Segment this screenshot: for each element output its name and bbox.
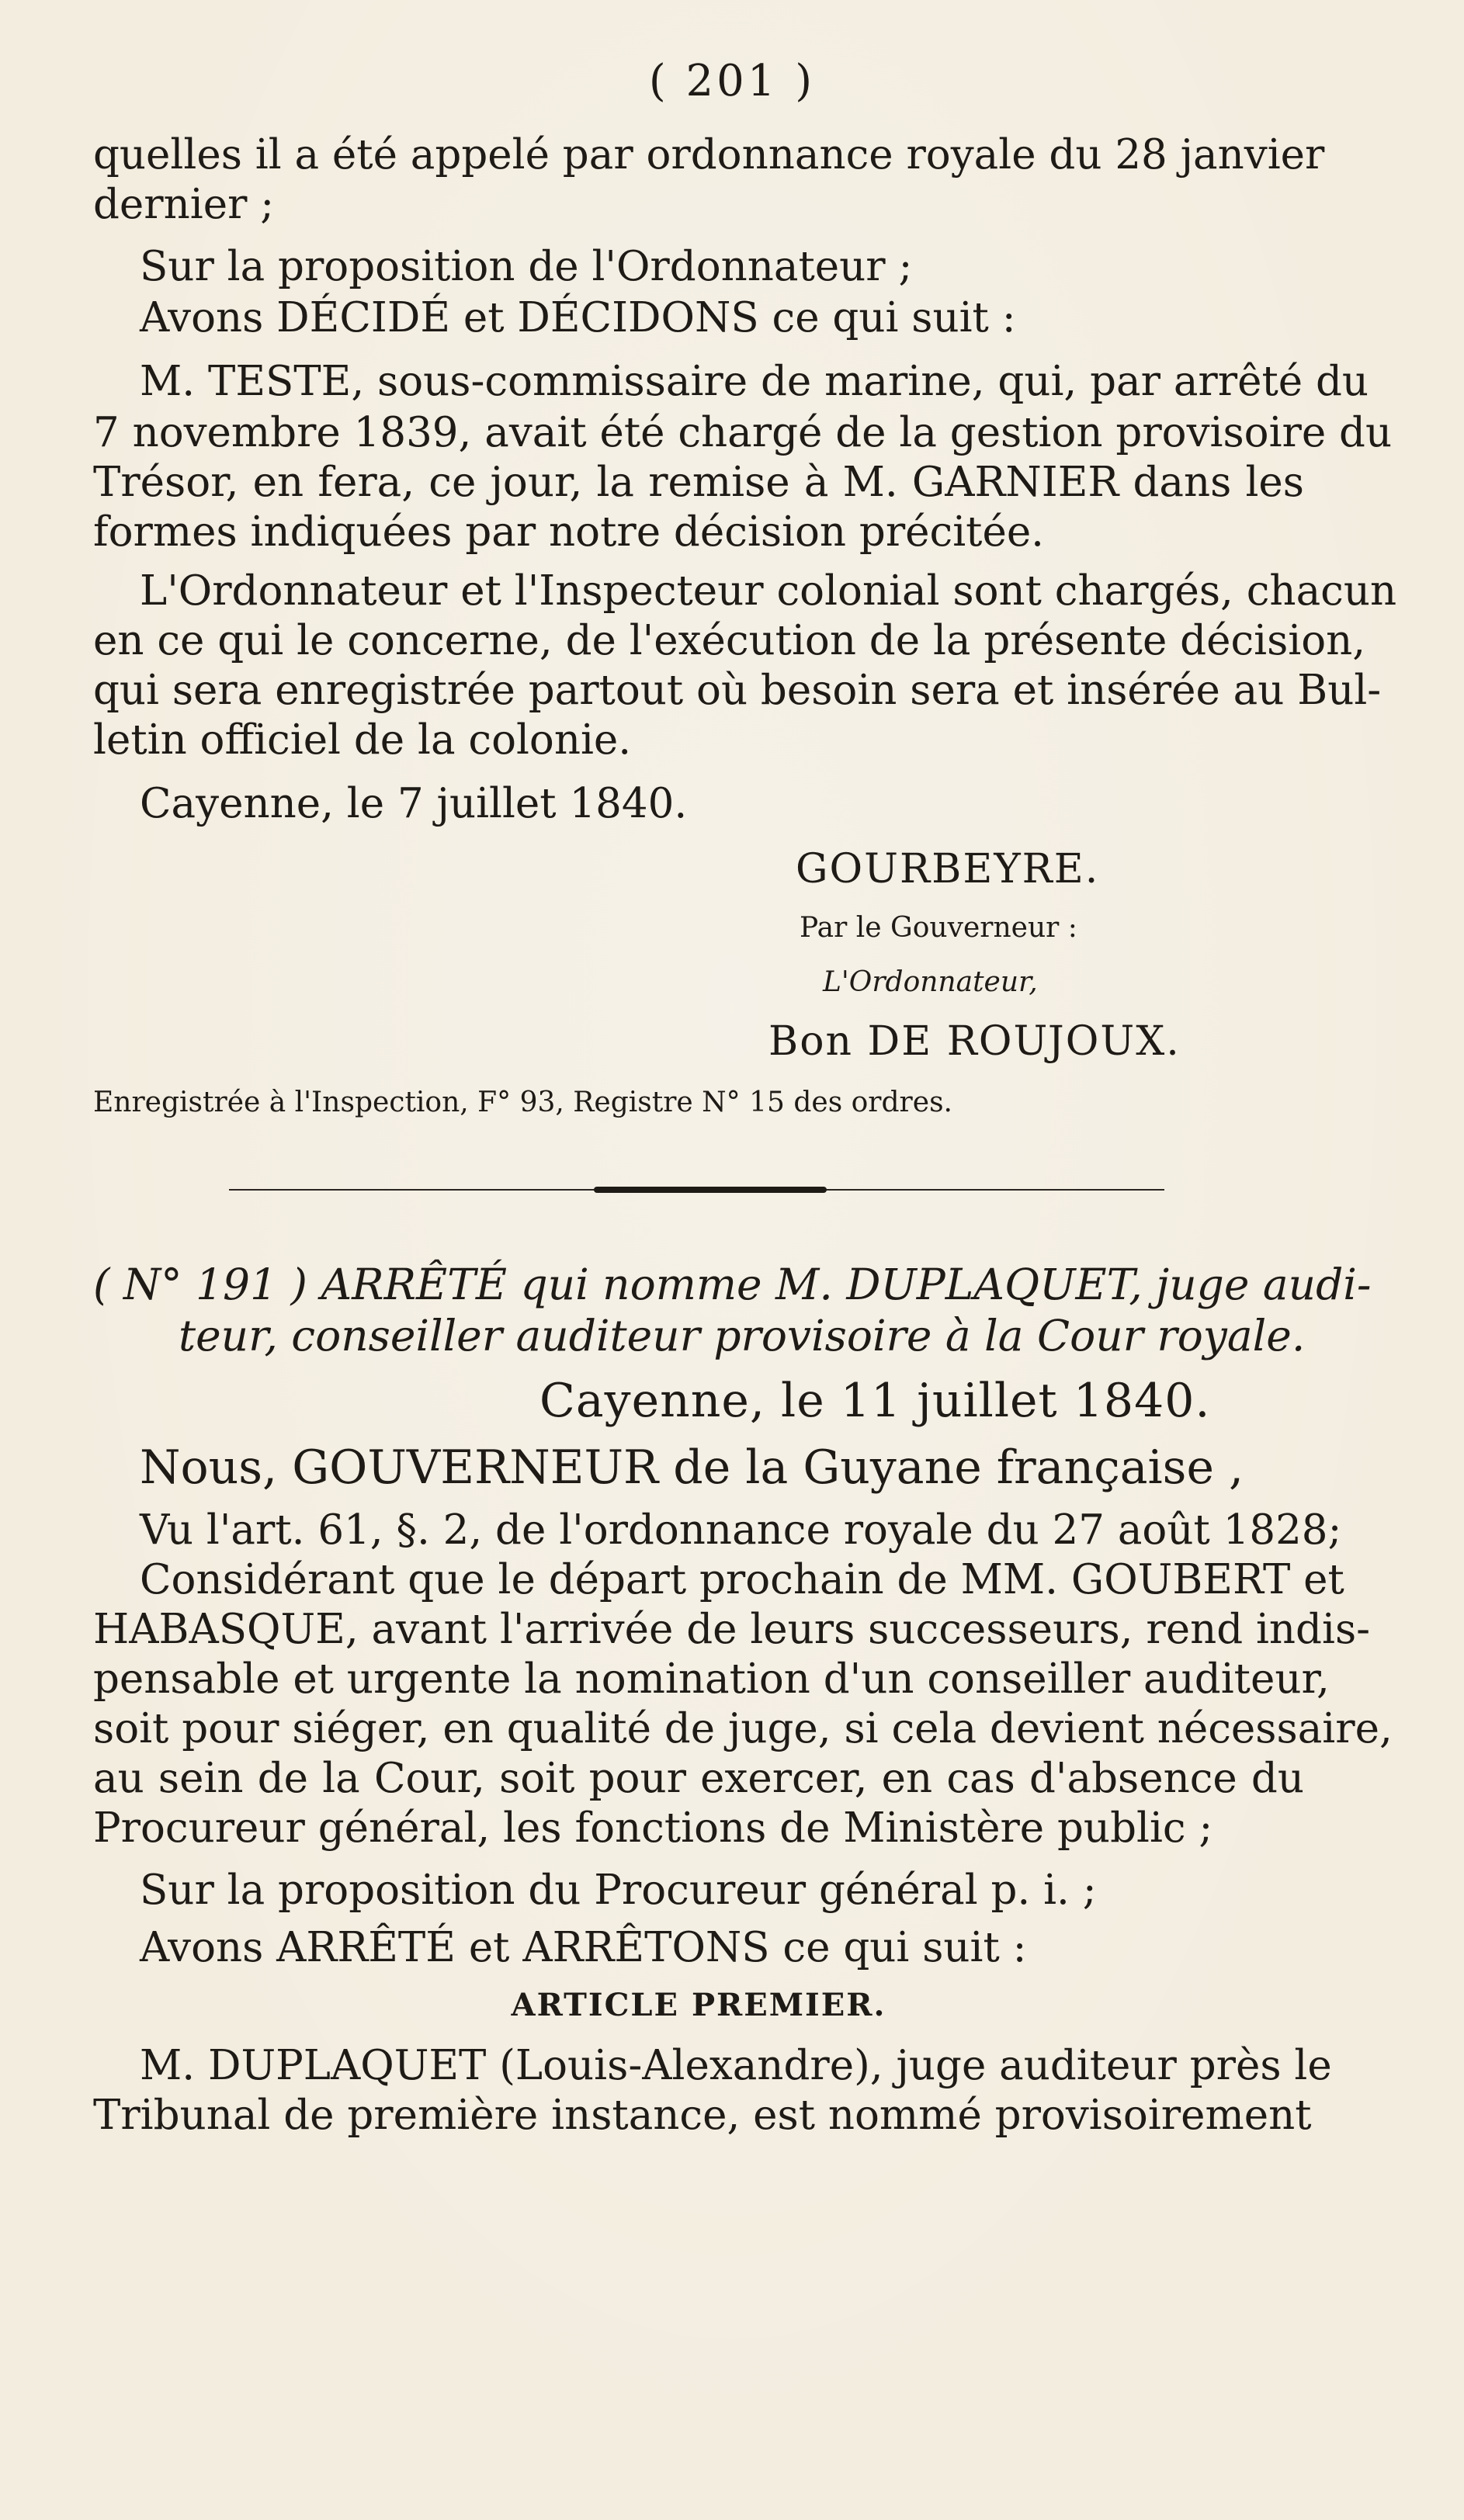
- text-line: Avons ARRÊTÉ et ARRÊTONS ce qui suit :: [140, 1924, 1027, 1971]
- decree-date: Cayenne, le 11 juillet 1840.: [539, 1374, 1211, 1428]
- text-line: Tribunal de première instance, est nommé provisoirement: [93, 2092, 1312, 2139]
- text-line: pensable et urgente la nomination d'un conseiller auditeur,: [93, 1655, 1330, 1703]
- text-line: Procureur général, les fonctions de Ministère public ;: [93, 1804, 1213, 1852]
- text-line: au sein de la Cour, soit pour exercer, en cas d'absence du: [93, 1755, 1304, 1802]
- text-line: Sur la proposition de l'Ordonnateur ;: [140, 243, 913, 290]
- text-line: Trésor, en fera, ce jour, la remise à M. GARNIER dans les: [93, 459, 1304, 506]
- signature-signer: Bon DE ROUJOUX.: [768, 1018, 1181, 1065]
- text-line: 7 novembre 1839, avait été chargé de la gestion provisoire du: [93, 409, 1393, 456]
- text-line: formes indiquées par notre décision précitée.: [93, 508, 1045, 556]
- text-line: Avons DÉCIDÉ et DÉCIDONS ce qui suit :: [140, 294, 1016, 341]
- page-number: ( 201 ): [648, 56, 816, 106]
- decree-nous: Nous, GOUVERNEUR de la Guyane française ,: [140, 1440, 1244, 1495]
- text-line: Sur la proposition du Procureur général p. i. ;: [140, 1867, 1097, 1914]
- text-line: en ce qui le concerne, de l'exécution de la présente décision,: [93, 617, 1366, 664]
- signature-role: L'Ordonnateur,: [823, 966, 1038, 998]
- section-divider: [229, 1187, 1164, 1193]
- text-line: quelles il a été appelé par ordonnance royale du 28 janvier: [93, 131, 1325, 179]
- signature-par-le-gouverneur: Par le Gouverneur :: [800, 912, 1077, 944]
- article-title: ARTICLE PREMIER.: [511, 1987, 886, 2023]
- text-line: qui sera enregistrée partout où besoin sera et insérée au Bul-: [93, 667, 1382, 714]
- text-line: M. DUPLAQUET (Louis-Alexandre), juge auditeur près le: [140, 2042, 1332, 2089]
- decree-heading-line-2: teur, conseiller auditeur provisoire à la Cour royale.: [179, 1311, 1306, 1361]
- text-line: HABASQUE, avant l'arrivée de leurs successeurs, rend indis-: [93, 1606, 1371, 1653]
- signature-name: GOURBEYRE.: [796, 846, 1100, 893]
- text-line: L'Ordonnateur et l'Inspecteur colonial sont chargés, chacun: [140, 567, 1397, 615]
- text-line: dernier ;: [93, 181, 275, 228]
- date-line: Cayenne, le 7 juillet 1840.: [140, 780, 688, 827]
- text-line: M. TESTE, sous-commissaire de marine, qui, par arrêté du: [140, 358, 1369, 405]
- text-line: Vu l'art. 61, §. 2, de l'ordonnance royale du 27 août 1828;: [140, 1506, 1342, 1554]
- decree-heading-line-1: ( N° 191 ) ARRÊTÉ qui nomme M. DUPLAQUET, juge audi-: [93, 1260, 1372, 1309]
- text-line: letin officiel de la colonie.: [93, 716, 632, 764]
- text-line: Considérant que le départ prochain de MM. GOUBERT et: [140, 1556, 1344, 1603]
- registration-note: Enregistrée à l'Inspection, F° 93, Registre N° 15 des ordres.: [93, 1087, 952, 1118]
- text-line: soit pour siéger, en qualité de juge, si cela devient nécessaire,: [93, 1705, 1393, 1752]
